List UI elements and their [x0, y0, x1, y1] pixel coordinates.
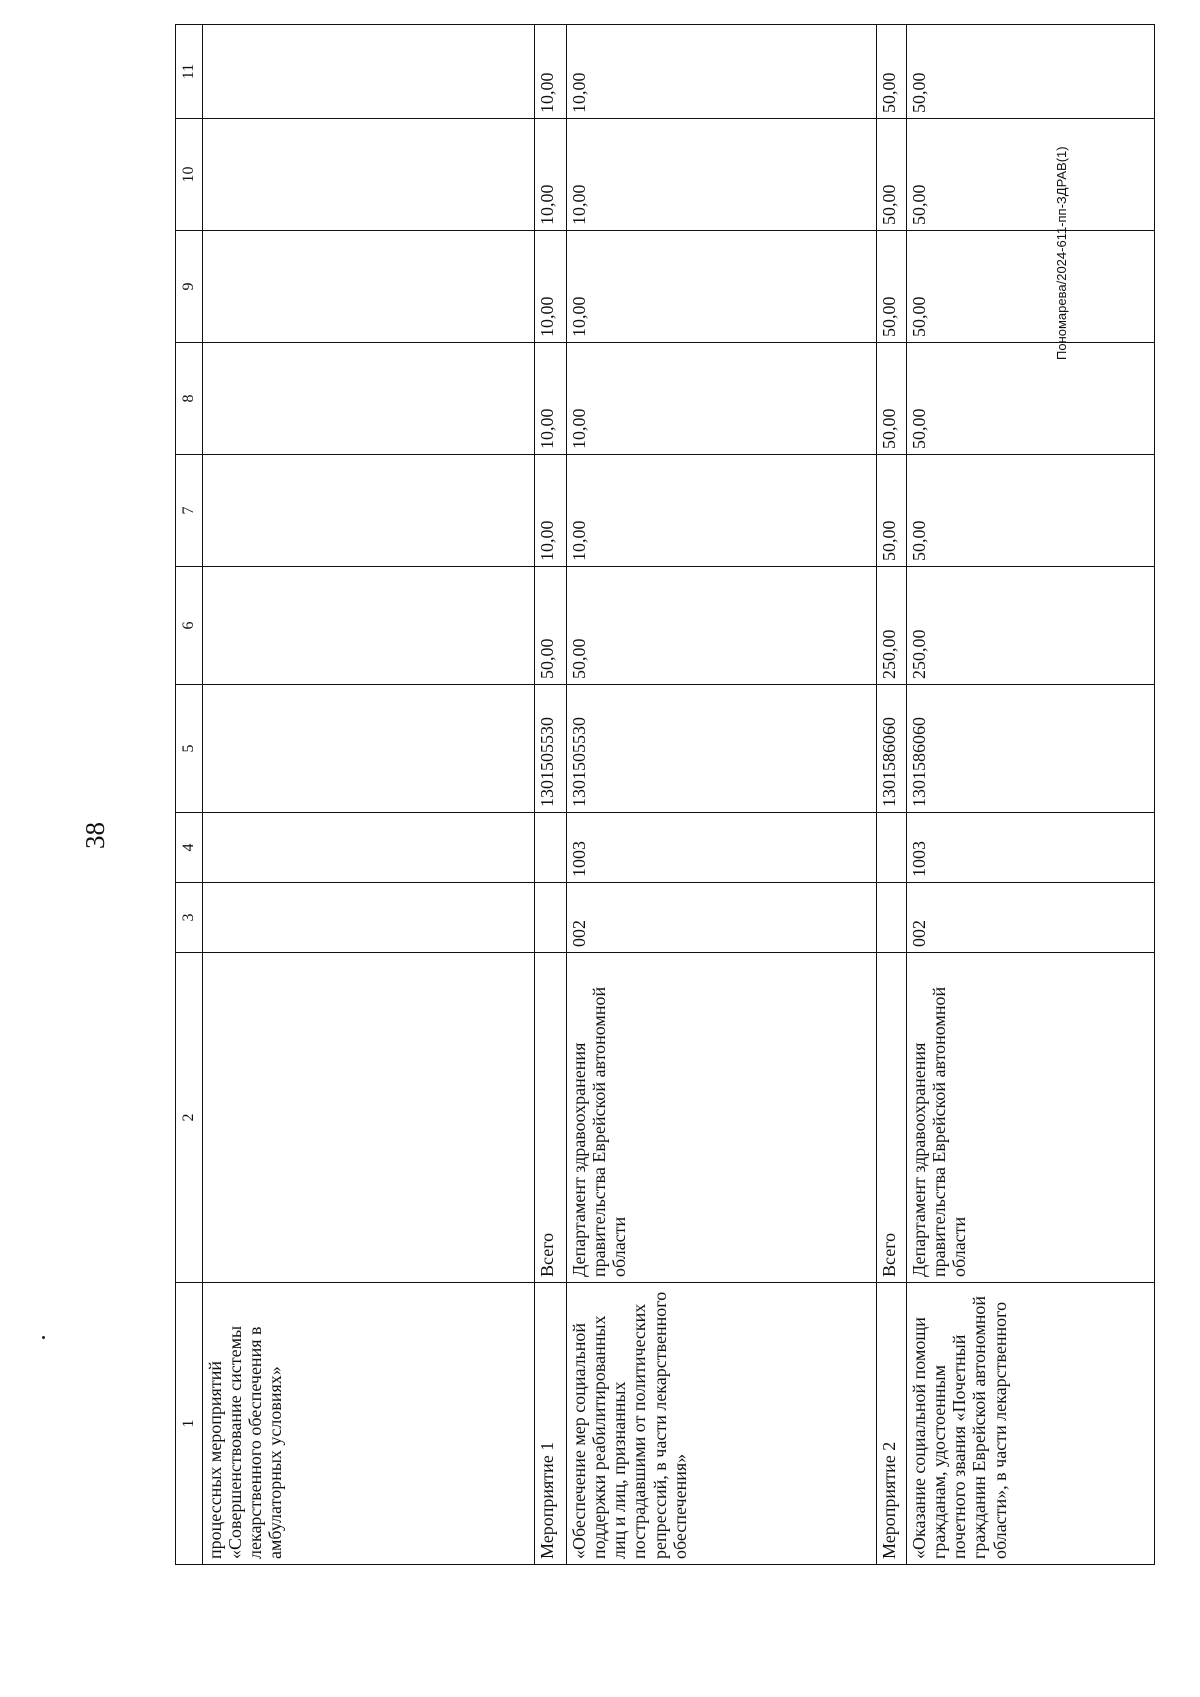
column-header: 6: [176, 567, 203, 685]
column-header: 10: [176, 119, 203, 231]
column-header: 5: [176, 685, 203, 813]
table-cell: 50,00: [877, 231, 907, 343]
table-cell: 1301505530: [567, 685, 877, 813]
table-row: [877, 25, 907, 1565]
table-cell: [877, 883, 907, 953]
column-header: 2: [176, 953, 203, 1283]
table-cell: 50,00: [877, 119, 907, 231]
table-cell: 50,00: [535, 567, 567, 685]
table-row: [567, 25, 877, 1565]
column-header: 9: [176, 231, 203, 343]
table-cell: 50,00: [877, 25, 907, 119]
table-cell: [203, 685, 535, 813]
table-cell: [203, 343, 535, 455]
table-cell: 1301586060: [907, 685, 1155, 813]
table-cell: 1301586060: [877, 685, 907, 813]
table-cell: [203, 567, 535, 685]
table-cell: [877, 813, 907, 883]
budget-table: [175, 24, 1155, 1565]
table-cell: 10,00: [567, 231, 877, 343]
table-cell: [203, 813, 535, 883]
table-cell: 10,00: [535, 455, 567, 567]
table-cell: 10,00: [535, 119, 567, 231]
column-header: 8: [176, 343, 203, 455]
table-header-row: [176, 25, 203, 1565]
table-cell: 10,00: [535, 231, 567, 343]
table-cell: Департамент здравоохранения правительства Еврейской автономной области: [907, 953, 1155, 1283]
table-cell: 50,00: [907, 455, 1155, 567]
row-name-cell: «Оказание социальной помощи гражданам, удостоенным почетного звания «Почетный гражданин Еврейской автономной области», в части лекарственного: [907, 1283, 1155, 1565]
table-cell: 50,00: [877, 343, 907, 455]
table-cell: 50,00: [877, 455, 907, 567]
table-cell: 10,00: [567, 25, 877, 119]
page-number: 38: [80, 822, 110, 849]
table-cell: [203, 25, 535, 119]
table-cell: 10,00: [567, 119, 877, 231]
table-cell: [203, 119, 535, 231]
table-cell: 10,00: [535, 343, 567, 455]
table-cell: 50,00: [907, 25, 1155, 119]
column-header: 7: [176, 455, 203, 567]
table-cell: 10,00: [535, 25, 567, 119]
table-cell: 10,00: [567, 455, 877, 567]
table-cell: 002: [907, 883, 1155, 953]
table-cell: 1003: [907, 813, 1155, 883]
table-row: [203, 25, 535, 1565]
table-cell: 1003: [567, 813, 877, 883]
row-name-cell: Мероприятие 1: [535, 1283, 567, 1565]
table-cell: [203, 883, 535, 953]
budget-table-container: [175, 25, 1065, 1565]
column-header: 1: [176, 1283, 203, 1565]
table-cell: [535, 883, 567, 953]
table-cell: [203, 231, 535, 343]
table-cell: 002: [567, 883, 877, 953]
column-header: 11: [176, 25, 203, 119]
row-name-cell: Мероприятие 2: [877, 1283, 907, 1565]
column-header: 4: [176, 813, 203, 883]
table-cell: 50,00: [907, 231, 1155, 343]
scan-speck: [42, 1336, 45, 1339]
column-header: 3: [176, 883, 203, 953]
table-cell: 50,00: [907, 343, 1155, 455]
table-cell: 250,00: [877, 567, 907, 685]
table-cell: 250,00: [907, 567, 1155, 685]
table-cell: [203, 455, 535, 567]
document-code: Пономарева/2024-611-пп-ЗДРАВ(1): [1054, 146, 1069, 360]
table-row: [907, 25, 1155, 1565]
row-name-cell: процессных мероприятий «Совершенствование системы лекарственного обеспечения в амбулаторных условиях»: [203, 1283, 535, 1565]
table-cell: 10,00: [567, 343, 877, 455]
table-cell: Всего: [877, 953, 907, 1283]
table-cell: [203, 953, 535, 1283]
row-name-cell: «Обеспечение мер социальной поддержки реабилитированных лиц и лиц, признанных пострадавшими от политических репрессий, в части лекарственного обеспечения»: [567, 1283, 877, 1565]
table-cell: 50,00: [907, 119, 1155, 231]
table-cell: Департамент здравоохранения правительства Еврейской автономной области: [567, 953, 877, 1283]
table-row: [535, 25, 567, 1565]
table-cell: 1301505530: [535, 685, 567, 813]
table-cell: Всего: [535, 953, 567, 1283]
table-cell: 50,00: [567, 567, 877, 685]
table-cell: [535, 813, 567, 883]
